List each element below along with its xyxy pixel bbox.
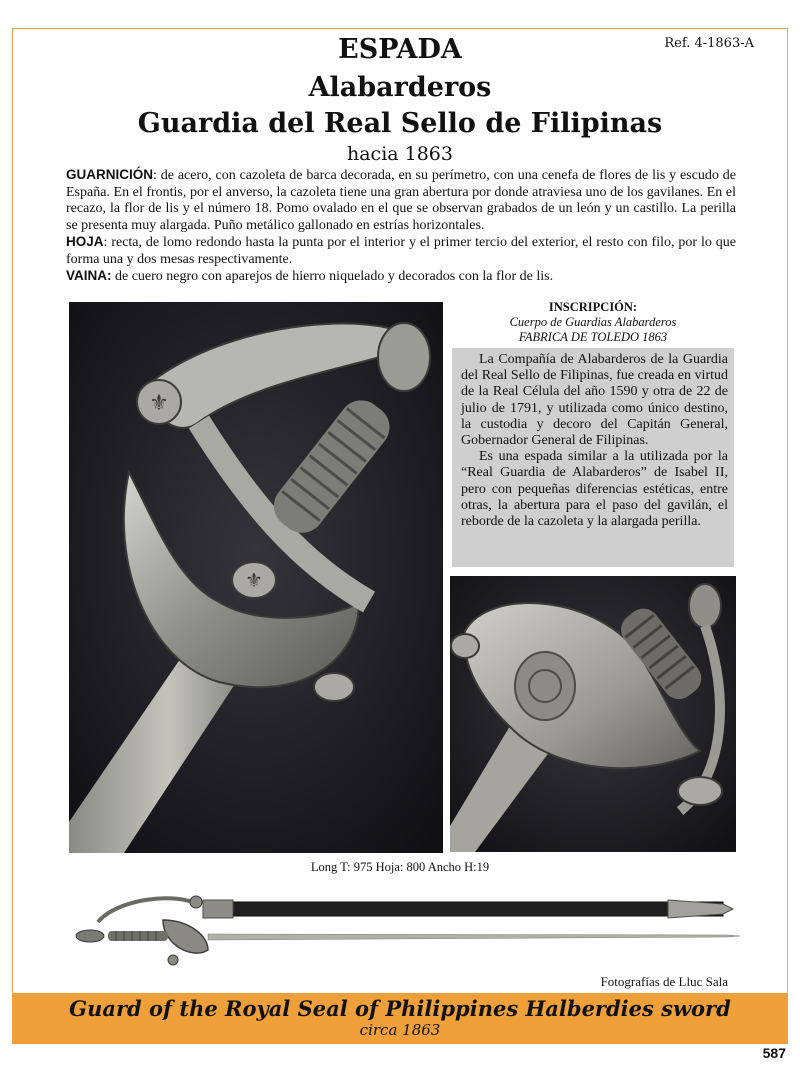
guarnicion-label: GUARNICIÓN: [66, 167, 153, 182]
page-number: 587: [762, 1045, 786, 1061]
title-date: hacia 1863: [346, 143, 453, 165]
history-paragraph-2: Es una espada similar a la utilizada por la “Real Guardia de Alabarderos” de Isabel II, pero con pequeñas diferencias estéticas, entre otras, la abertura para el paso del gavilán, el reborde de la cazoleta y la alargada perilla.: [461, 449, 728, 530]
svg-text:⚜: ⚜: [149, 391, 169, 416]
title-line-2: Alabarderos: [308, 72, 492, 103]
inscription: [450, 300, 736, 345]
guarnicion-paragraph: [66, 167, 736, 234]
svg-text:⚜: ⚜: [245, 568, 263, 592]
photo-credit: Fotografías de Lluc Sala: [600, 974, 728, 989]
title-line-3: Guardia del Real Sello de Filipinas: [137, 108, 663, 139]
vaina-text: de cuero negro con aparejos de hierro niquelado y decorados con la flor de lis.: [111, 269, 554, 284]
description: [66, 167, 736, 286]
hilt-illustration-reverse: [450, 576, 736, 852]
history-paragraph-1: La Compañía de Alabarderos de la Guardia del Real Sello de Filipinas, fue creada en virtud de la Real Célula del año 1590 y otra de 22 de julio de 1791, y utilizada como único destino, la custodia y decoro del Capitán General, Gobernador General de Filipinas.: [461, 352, 728, 449]
english-title-banner: [12, 993, 788, 1044]
hoja-paragraph: [66, 234, 736, 268]
hilt-illustration-main: [69, 302, 443, 853]
history-box: [452, 348, 734, 567]
hoja-label: HOJA: [66, 234, 104, 249]
hilt-photo-reverse: [450, 576, 736, 852]
inscription-heading: INSCRIPCIÓN:: [548, 300, 638, 314]
vaina-paragraph: [66, 268, 736, 286]
hilt-photo-main: [69, 302, 443, 853]
hoja-text: : recta, de lomo redondo hasta la punta por el interior y el primer tercio del exterior, el resto con filo, por lo que forma una y dos mesas respectivamente.: [66, 235, 736, 267]
inscription-line-1: Cuerpo de Guardias Alabarderos: [509, 315, 677, 329]
dimensions: Long T: 975 Hoja: 800 Ancho H:19: [310, 860, 490, 874]
english-title: Guard of the Royal Seal of Philippines Halberdies sword: [69, 996, 731, 1021]
reference-number: Ref. 4-1863-A: [664, 36, 754, 51]
guarnicion-text: : de acero, con cazoleta de barca decorada, en su perímetro, con una cenefa de flores de lis y escudo de España. En el frontis, por el anverso, la cazoleta tiene una gran abertura por donde atraviesa uno de los gavilanes. En el recazo, la flor de lis y el número 18. Pomo ovalado en el que se observan grabados de un león y un castillo. La perilla se presenta muy alargada. Puño metálico gallonado en estrías horizontales.: [66, 168, 736, 233]
english-date: circa 1863: [359, 1021, 441, 1039]
inscription-line-2: FABRICA DE TOLEDO 1863: [518, 330, 668, 344]
full-sword-illustration: [68, 880, 740, 980]
title-line-1: ESPADA: [338, 34, 462, 65]
vaina-label: VAINA:: [66, 268, 112, 283]
